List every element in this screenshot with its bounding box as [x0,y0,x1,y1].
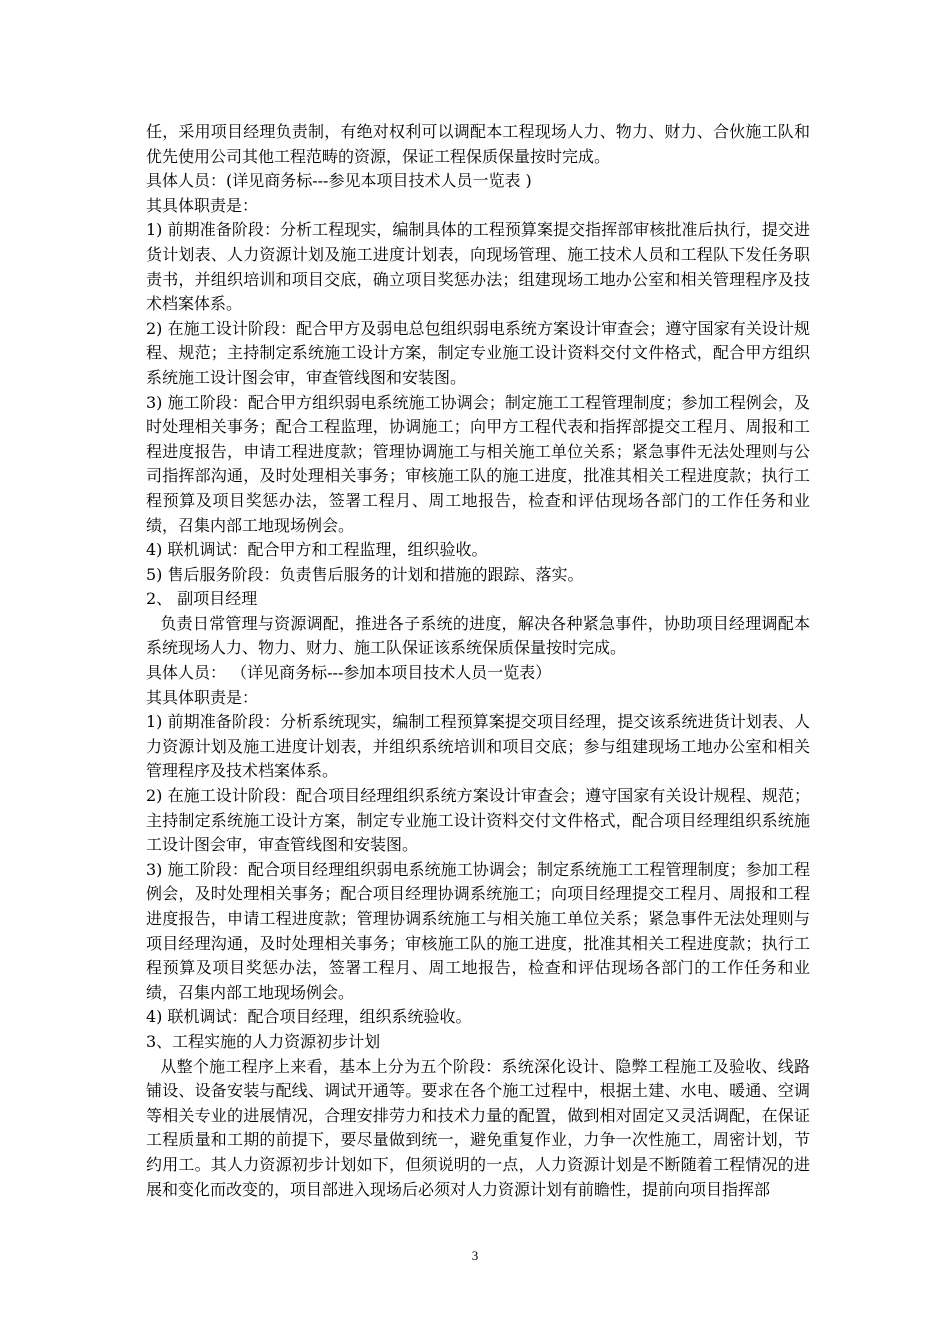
page-number: 3 [471,1248,479,1263]
paragraph-deputy-duty-4: 4) 联机调试：配合项目经理，组织系统验收。 [146,1007,472,1027]
paragraph-personnel: 具体人员：(详见商务标---参见本项目技术人员一览表 ) [146,171,532,191]
paragraph-deputy-duty-1: 1) 前期准备阶段：分析系统现实，编制工程预算案提交项目经理，提交该系统进货计划表、人力资源计划及施工进度计划表，并组织系统培训和项目交底；参与组建现场工地办公室和相关管理程序及技术档案体系。 [146,712,810,781]
paragraph-duty-3: 3) 施工阶段：配合甲方组织弱电系统施工协调会；制定施工工程管理制度；参加工程例会，及时处理相关事务；配合工程监理，协调施工；向甲方工程代表和指挥部提交工程月、周报和工程进度报告，申请工程进度款；管理协调施工与相关施工单位关系；紧急事件无法处理则与公司指挥部沟通，及时处理相关事务；审核施工队的施工进度，批准其相关工程进度款；执行工程预算及项目奖惩办法，签署工程月、周工地报告，检查和评估现场各部门的工作任务和业绩，召集内部工地现场例会。 [146,392,810,535]
paragraph-continuation: 任，采用项目经理负责制，有绝对权利可以调配本工程现场人力、物力、财力、合伙施工队和优先使用公司其他工程范畴的资源，保证工程保质保量按时完成。 [146,122,810,166]
section-heading-hr-plan: 3、工程实施的人力资源初步计划 [146,1031,381,1051]
paragraph-deputy-duty-3: 3) 施工阶段：配合项目经理组织弱电系统施工协调会；制定系统施工工程管理制度；参加工程例会，及时处理相关事务；配合项目经理协调系统施工；向项目经理提交工程月、周报和工程进度报告，申请工程进度款；管理协调系统施工与相关施工单位关系；紧急事件无法处理则与项目经理沟通，及时处理相关事务；审核施工队的施工进度，批准其相关工程进度款；执行工程预算及项目奖惩办法，签署工程月、周工地报告，检查和评估现场各部门的工作任务和业绩，召集内部工地现场例会。 [146,859,810,1002]
paragraph-duty-1: 1) 前期准备阶段：分析工程现实，编制具体的工程预算案提交指挥部审核批准后执行，提交进货计划表、人力资源计划及施工进度计划表，向现场管理、施工技术人员和工程队下发任务职责书，并组织培训和项目交底，确立项目奖惩办法；组建现场工地办公室和相关管理程序及技术档案体系。 [146,220,810,314]
paragraph-deputy-summary: 负责日常管理与资源调配，推进各子系统的进度，解决各种紧急事件，协助项目经理调配本系统现场人力、物力、财力、施工队保证该系统保质保量按时完成。 [146,613,810,658]
paragraph-hr-plan: 从整个施工程序上来看，基本上分为五个阶段：系统深化设计、隐弊工程施工及验收、线路铺设、设备安装与配线、调试开通等。要求在各个施工过程中，根据土建、水电、暖通、空调等相关专业的进展情况，合理安排劳力和技术力量的配置，做到相对固定又灵活调配，在保证工程质量和工期的前提下，要尽量做到统一，避免重复作业，力争一次性施工，周密计划，节约用工。其人力资源初步计划如下，但须说明的一点，人力资源计划是不断随着工程情况的进展和变化而改变的，项目部进入现场后必须对人力资源计划有前瞻性，提前向项目指挥部 [146,1056,810,1199]
section-heading-deputy-manager: 2、 副项目经理 [146,589,258,609]
paragraph-duties-heading: 其具体职责是： [146,195,259,215]
paragraph-deputy-personnel: 具体人员： （详见商务标---参加本项目技术人员一览表） [146,663,552,683]
paragraph-duty-2: 2) 在施工设计阶段：配合甲方及弱电总包组织弱电系统方案设计审查会；遵守国家有关设计规程、规范；主持制定系统施工设计方案，制定专业施工设计资料交付文件格式，配合甲方组织系统施工设计图会审，审查管线图和安装图。 [146,318,810,387]
paragraph-deputy-duty-2: 2) 在施工设计阶段：配合项目经理组织系统方案设计审查会；遵守国家有关设计规程、规范；主持制定系统施工设计方案，制定专业施工设计资料交付文件格式，配合项目经理组织系统施工设计图会审，审查管线图和安装图。 [146,786,810,855]
paragraph-deputy-duties-heading: 其具体职责是： [146,687,259,707]
paragraph-duty-5: 5) 售后服务阶段：负责售后服务的计划和措施的跟踪、落实。 [146,564,584,584]
paragraph-duty-4: 4) 联机调试：配合甲方和工程监理，组织验收。 [146,540,488,560]
document-body [146,120,810,1202]
